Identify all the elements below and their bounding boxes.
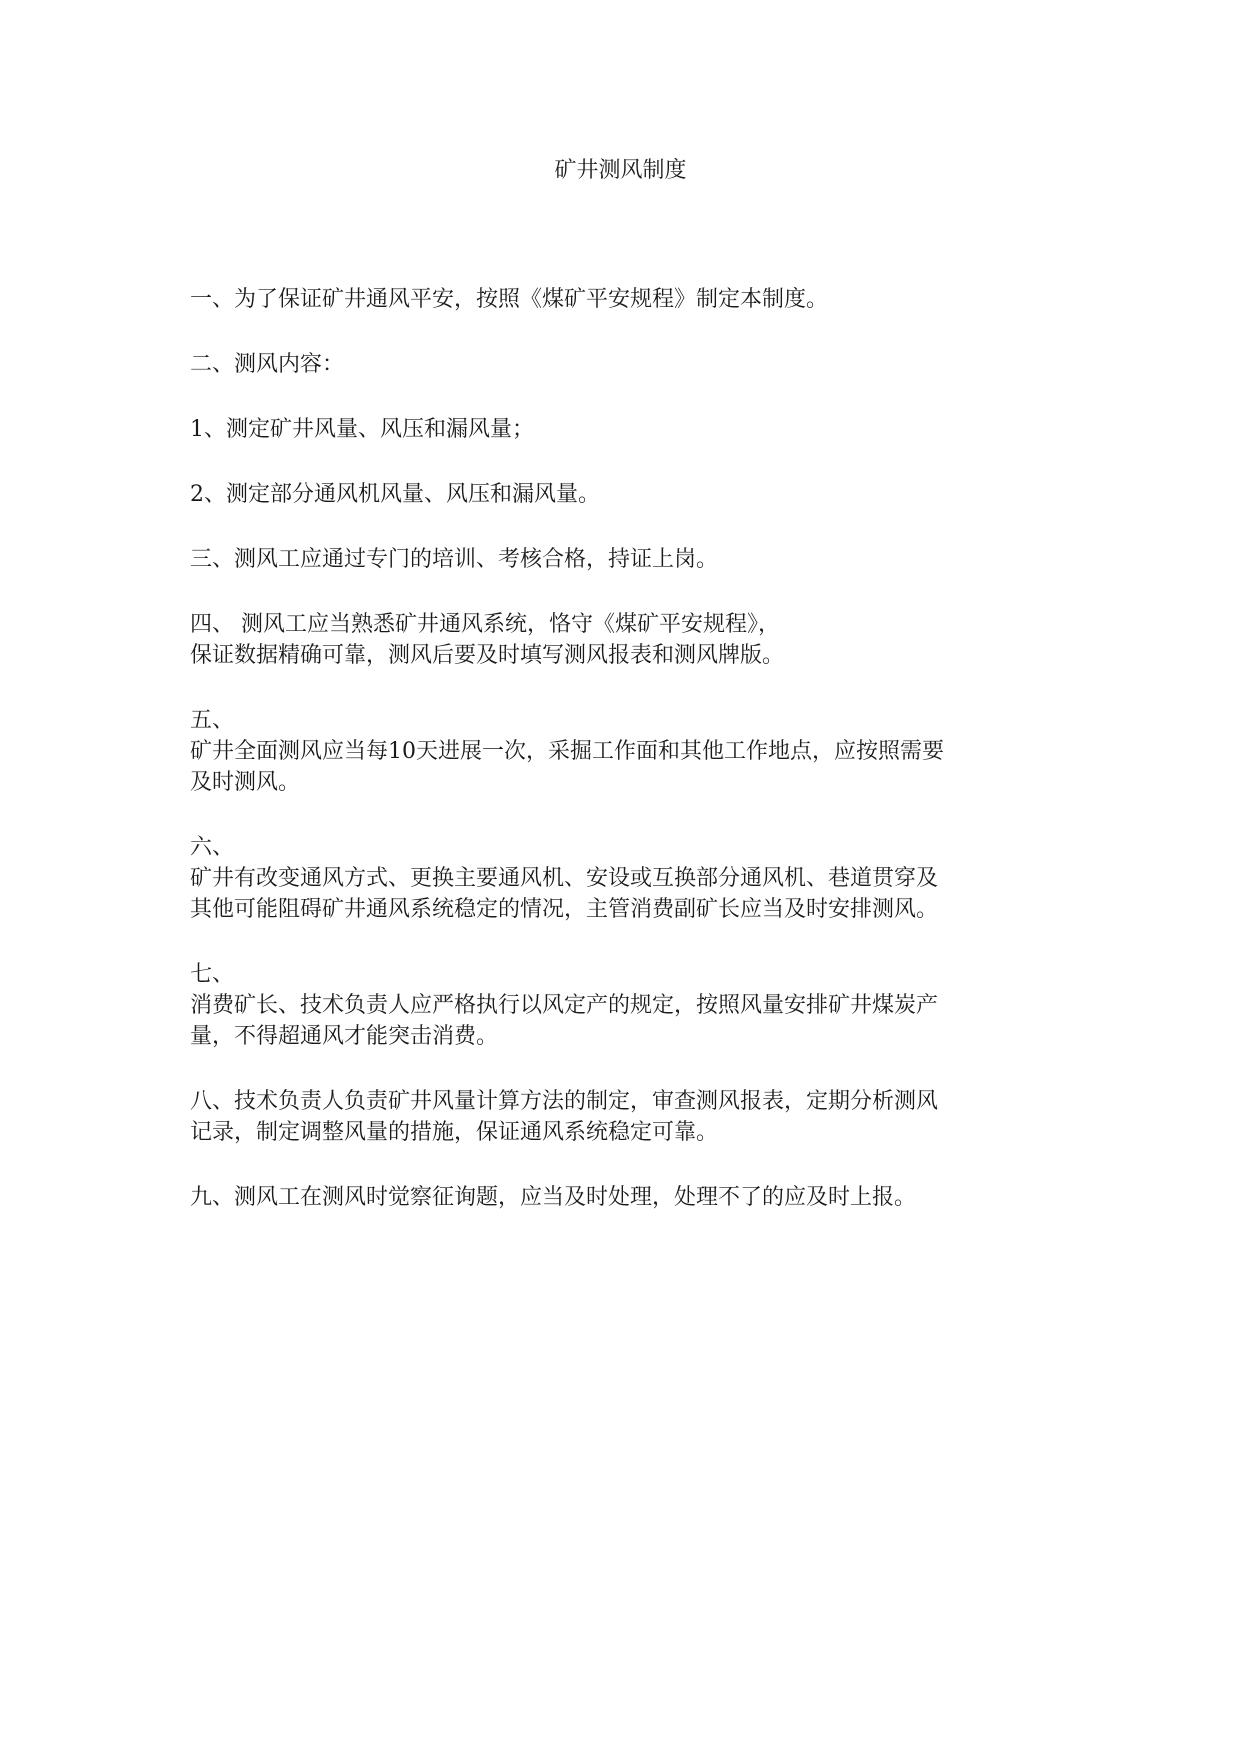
paragraph-3 [190, 414, 1050, 445]
paragraph-line: 二、测风内容： [190, 352, 345, 377]
paragraph-line: 九、测风工在测风时觉察征询题，应当及时处理，处理不了的应及时上报。 [190, 1185, 917, 1210]
paragraph-7 [190, 705, 1050, 798]
paragraph-line: 矿井全面测风应当每10天进展一次，采掘工作面和其他工作地点，应按照需要 [190, 739, 944, 764]
paragraph-line: 及时测风。 [190, 770, 301, 795]
paragraph-line: 量，不得超通风才能突击消费。 [190, 1024, 499, 1049]
document-title: 矿井测风制度 [554, 158, 687, 183]
paragraph-4 [190, 479, 1050, 510]
paragraph-5 [190, 544, 1050, 575]
paragraph-line: 其他可能阻碍矿井通风系统稳定的情况，主管消费副矿长应当及时安排测风。 [190, 897, 939, 922]
paragraph-8 [190, 832, 1050, 925]
document-body [190, 284, 1050, 1247]
paragraph-line: 一、为了保证矿井通风平安，按照《煤矿平安规程》制定本制度。 [190, 287, 829, 312]
paragraph-line: 矿井有改变通风方式、更换主要通风机、安设或互换部分通风机、巷道贯穿及 [190, 866, 939, 891]
paragraph-line: 2、测定部分通风机风量、风压和漏风量。 [190, 482, 600, 507]
paragraph-line: 四、 测风工应当熟悉矿井通风系统，恪守《煤矿平安规程》， [190, 612, 780, 637]
paragraph-6 [190, 609, 1050, 671]
paragraph-line: 保证数据精确可靠，测风后要及时填写测风报表和测风牌版。 [190, 643, 785, 668]
paragraph-line: 1、测定矿井风量、风压和漏风量； [190, 417, 534, 442]
paragraph-11 [190, 1182, 1050, 1213]
paragraph-line: 六、 [190, 835, 235, 860]
paragraph-2 [190, 349, 1050, 380]
paragraph-10 [190, 1086, 1050, 1148]
paragraph-line: 七、 [190, 962, 235, 987]
paragraph-9 [190, 959, 1050, 1052]
paragraph-line: 五、 [190, 708, 235, 733]
paragraph-line: 三、测风工应通过专门的培训、考核合格，持证上岗。 [190, 547, 719, 572]
paragraph-line: 八、技术负责人负责矿井风量计算方法的制定，审查测风报表，定期分析测风 [190, 1089, 939, 1114]
paragraph-line: 消费矿长、技术负责人应严格执行以风定产的规定，按照风量安排矿井煤炭产 [190, 993, 939, 1018]
paragraph-1 [190, 284, 1050, 315]
paragraph-line: 记录，制定调整风量的措施，保证通风系统稳定可靠。 [190, 1120, 719, 1145]
